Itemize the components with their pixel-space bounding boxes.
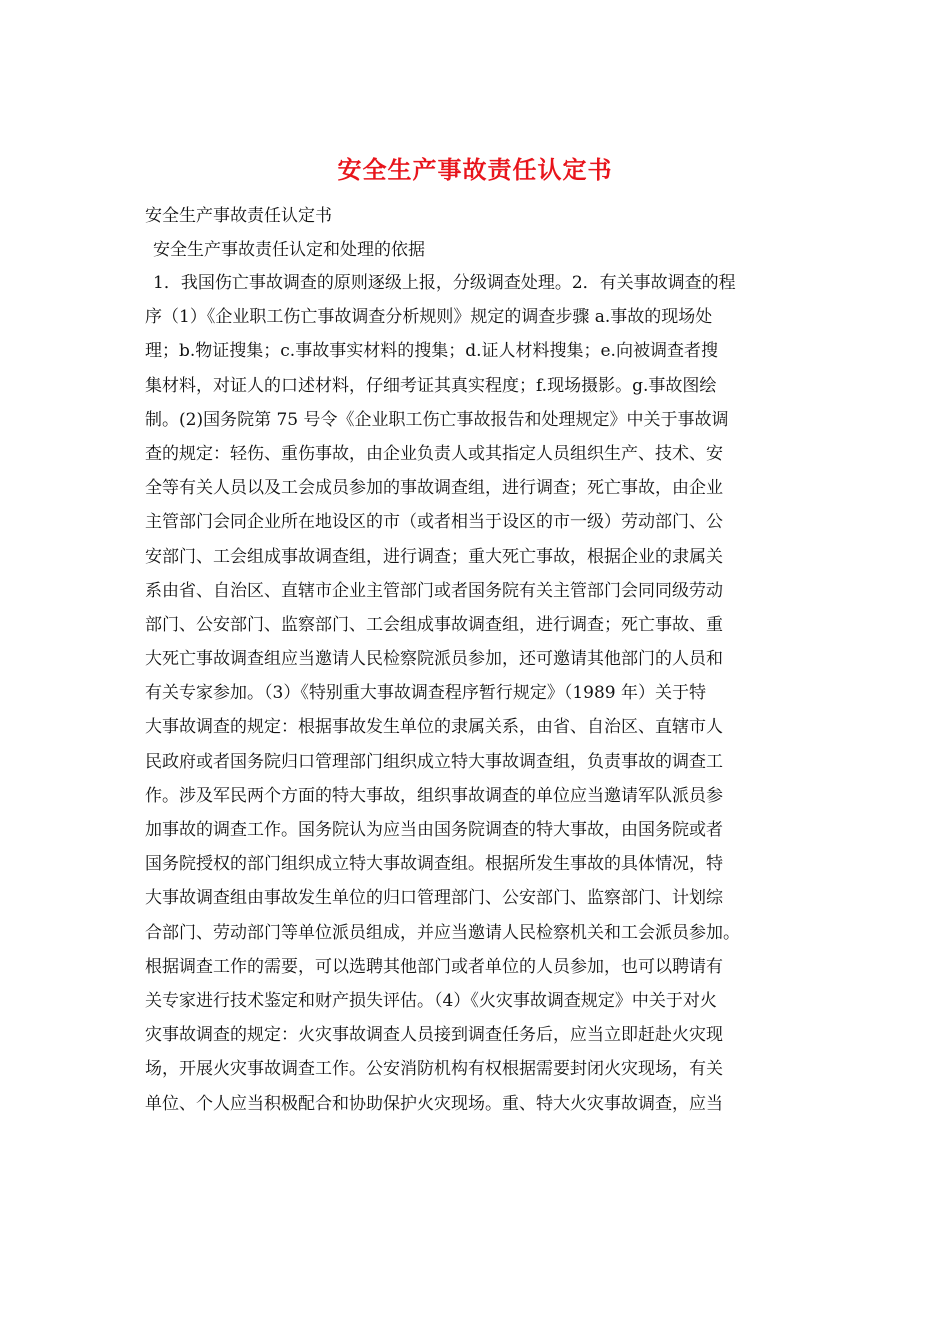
body-line: 作。涉及军民两个方面的特大事故，组织事故调查的单位应当邀请军队派员参 [145, 785, 723, 806]
section-heading: 安全生产事故责任认定和处理的依据 [153, 240, 425, 260]
body-line: 主管部门会同企业所在地设区的市（或者相当于设区的市一级）劳动部门、公 [145, 512, 723, 533]
body-line: 制。(2)国务院第 75 号令《企业职工伤亡事故报告和处理规定》中关于事故调 [145, 409, 729, 430]
body-line: 加事故的调查工作。国务院认为应当由国务院调查的特大事故，由国务院或者 [145, 820, 723, 840]
body-line: 系由省、自治区、直辖市企业主管部门或者国务院有关主管部门会同同级劳动 [145, 580, 723, 601]
body-line: 灾事故调查的规定：火灾事故调查人员接到调查任务后，应当立即赶赴火灾现 [145, 1025, 723, 1046]
body-line: 合部门、劳动部门等单位派员组成，并应当邀请人民检察机关和工会派员参加。 [145, 922, 740, 943]
body-line: 理；b.物证搜集；c.事故事实材料的搜集；d.证人材料搜集；e.向被调查者搜 [145, 341, 718, 362]
body-line: 根据调查工作的需要，可以选聘其他部门或者单位的人员参加，也可以聘请有 [145, 956, 723, 977]
body-line: 查的规定：轻伤、重伤事故，由企业负责人或其指定人员组织生产、技术、安 [145, 443, 723, 464]
body-line: 部门、公安部门、监察部门、工会组成事故调查组，进行调查；死亡事故、重 [145, 614, 723, 635]
body-line: 全等有关人员以及工会成员参加的事故调查组，进行调查；死亡事故，由企业 [145, 478, 723, 499]
document-subtitle: 安全生产事故责任认定书 [145, 206, 332, 226]
body-line: 集材料，对证人的口述材料，仔细考证其真实程度；f.现场摄影。g.事故图绘 [145, 375, 717, 396]
body-line: 单位、个人应当积极配合和协助保护火灾现场。重、特大火灾事故调查，应当 [145, 1093, 723, 1114]
body-line: 国务院授权的部门组织成立特大事故调查组。根据所发生事故的具体情况，特 [145, 854, 723, 875]
body-line: 民政府或者国务院归口管理部门组织成立特大事故调查组，负责事故的调查工 [145, 751, 723, 772]
body-line: 序（1）《企业职工伤亡事故调查分析规则》规定的调查步骤 a.事故的现场处 [145, 307, 713, 328]
body-line: 大事故调查的规定：根据事故发生单位的隶属关系，由省、自治区、直辖市人 [145, 717, 723, 738]
body-line: 场，开展火灾事故调查工作。公安消防机构有权根据需要封闭火灾现场，有关 [145, 1059, 723, 1080]
body-line: 有关专家参加。（3）《特别重大事故调查程序暂行规定》（1989 年）关于特 [145, 683, 706, 704]
body-line: 1．我国伤亡事故调查的原则逐级上报，分级调查处理。2．有关事故调查的程 [153, 273, 736, 293]
body-line: 大死亡事故调查组应当邀请人民检察院派员参加，还可邀请其他部门的人员和 [145, 649, 723, 670]
body-line: 安部门、工会组成事故调查组，进行调查；重大死亡事故，根据企业的隶属关 [145, 546, 723, 567]
body-line: 关专家进行技术鉴定和财产损失评估。（4）《火灾事故调查规定》中关于对火 [145, 990, 717, 1011]
document-body [145, 266, 810, 1121]
body-line: 大事故调查组由事故发生单位的归口管理部门、公安部门、监察部门、计划综 [145, 888, 723, 909]
document-title: 安全生产事故责任认定书 [337, 155, 613, 184]
